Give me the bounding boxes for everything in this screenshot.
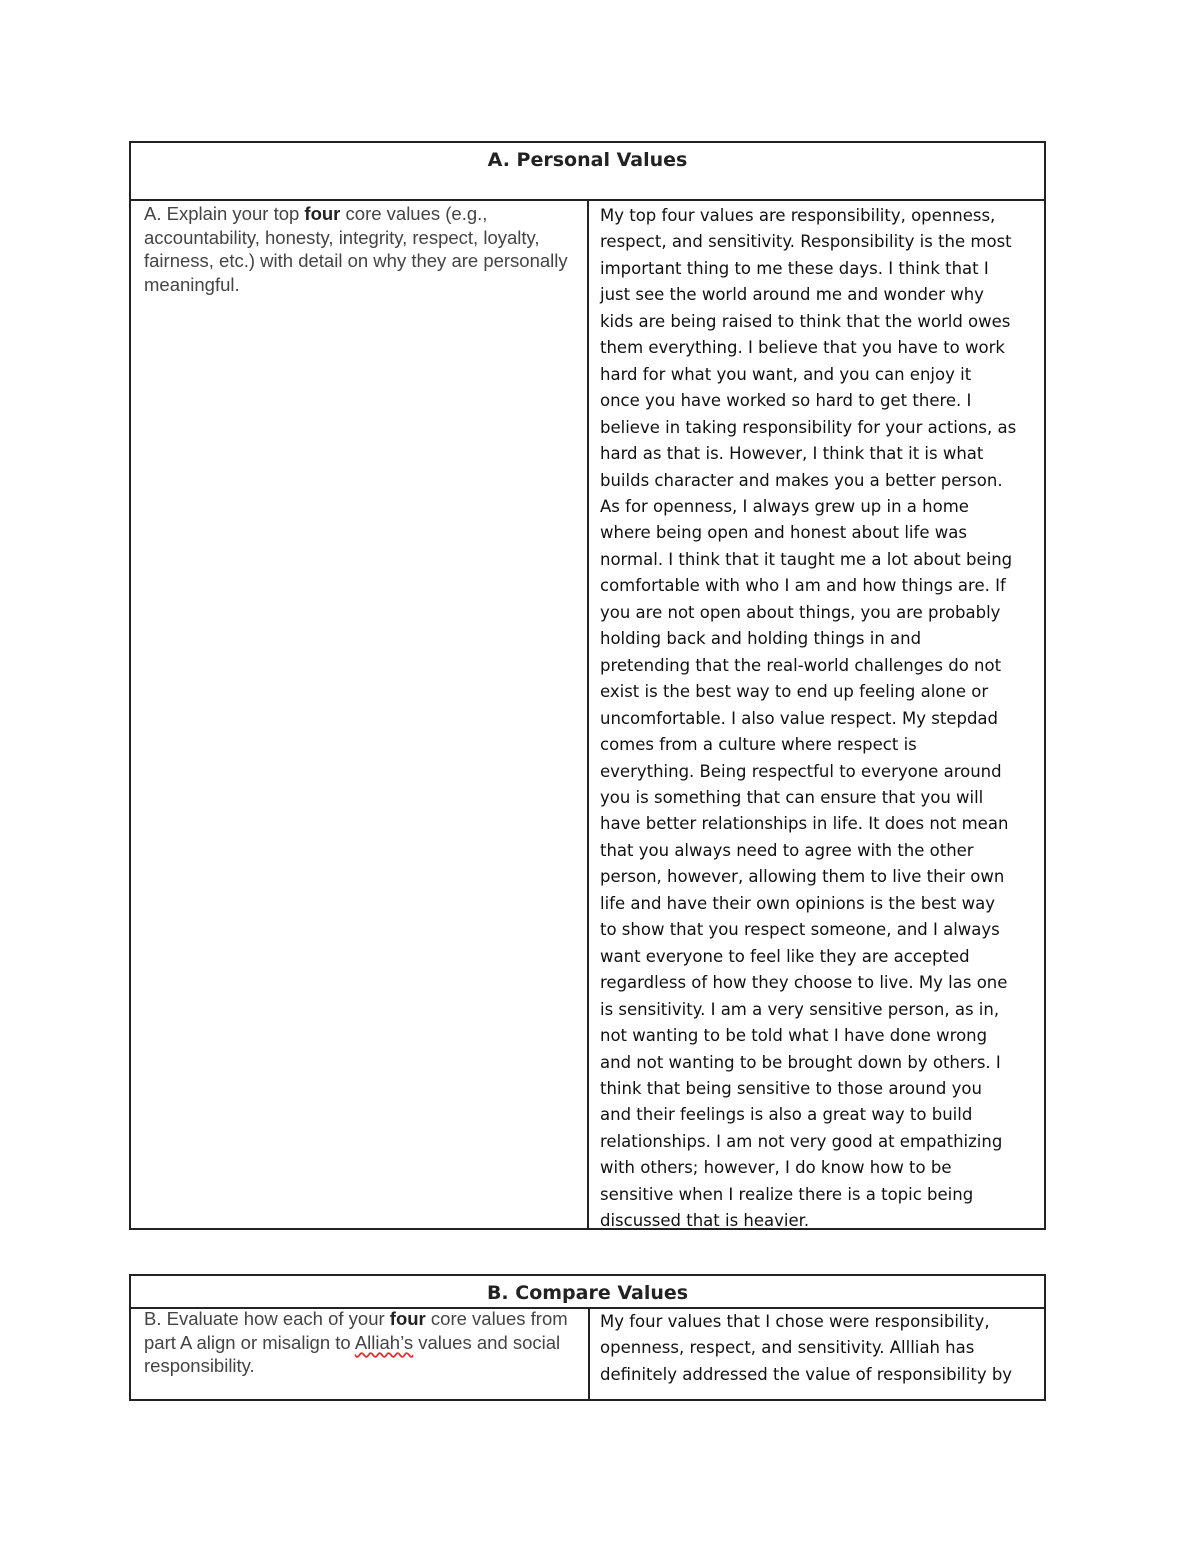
answer-line: builds character and makes you a better person. <box>600 470 1003 490</box>
answer-line: definitely addressed the value of responsibility by <box>600 1364 1013 1384</box>
answer-line: with others; however, I do know how to be <box>600 1158 952 1178</box>
prompt-suffix: values and social responsibility. <box>144 1331 561 1376</box>
answer-line: uncomfortable. I also value respect. My stepdad <box>600 708 998 728</box>
section-b-answer <box>600 1309 1040 1388</box>
prompt-emphasis: four <box>389 1308 426 1329</box>
column-divider <box>588 1307 590 1399</box>
answer-line: person, however, allowing them to live their own <box>600 867 1005 887</box>
answer-line: hard as that is. However, I think that it is what <box>600 444 984 464</box>
answer-line: and their feelings is also a great way to build <box>600 1105 973 1125</box>
answer-line: As for openness, I always grew up in a home <box>600 496 969 516</box>
answer-line: comes from a culture where respect is <box>600 735 917 755</box>
section-b-title: B. Compare Values <box>131 1276 1044 1309</box>
answer-line: holding back and holding things in and <box>600 629 922 649</box>
answer-line: comfortable with who I am and how things are. If <box>600 576 1006 596</box>
answer-line: exist is the best way to end up feeling alone or <box>600 682 989 702</box>
answer-line: regardless of how they choose to live. My las one <box>600 973 1008 993</box>
answer-line: My top four values are responsibility, openness, <box>600 206 996 225</box>
misspelled-name: Alliah’s <box>354 1331 414 1353</box>
answer-line: just see the world around me and wonder why <box>600 285 984 305</box>
answer-line: life and have their own opinions is the best way <box>600 893 996 913</box>
answer-line: My four values that I chose were responsibility, <box>600 1312 990 1331</box>
answer-line: that you always need to agree with the other <box>600 840 974 860</box>
section-a-prompt <box>144 202 584 296</box>
prompt-suffix: core values (e.g., accountability, honesty, integrity, respect, loyalty, fairness, etc.) with detail on why they are personally meaningful. <box>144 203 568 295</box>
answer-line: them everything. I believe that you have to work <box>600 338 1005 358</box>
answer-line: you are not open about things, you are probably <box>600 602 1001 622</box>
column-divider <box>587 199 589 1228</box>
answer-line: to show that you respect someone, and I always <box>600 920 1000 940</box>
answer-line: have better relationships in life. It does not mean <box>600 814 1009 834</box>
answer-line: discussed that is heavier. <box>600 1211 810 1231</box>
answer-line: relationships. I am not very good at empathizing <box>600 1131 1003 1151</box>
section-a-title: A. Personal Values <box>131 143 1044 201</box>
answer-line: where being open and honest about life was <box>600 523 967 543</box>
prompt-emphasis: four <box>304 203 341 224</box>
section-a-answer <box>600 203 1040 1235</box>
answer-line: hard for what you want, and you can enjoy it <box>600 364 972 384</box>
answer-line: respect, and sensitivity. Responsibility is the most <box>600 232 1012 252</box>
answer-line: everything. Being respectful to everyone around <box>600 761 1002 781</box>
answer-line: and not wanting to be brought down by others. I <box>600 1052 1001 1072</box>
answer-line: kids are being raised to think that the world owes <box>600 311 1011 331</box>
prompt-prefix: B. Evaluate how each of your <box>144 1308 390 1329</box>
answer-line: not wanting to be told what I have done wrong <box>600 1026 988 1046</box>
compare-values-table <box>129 1274 1046 1401</box>
answer-line: want everyone to feel like they are accepted <box>600 946 970 966</box>
answer-line: openness, respect, and sensitivity. Allliah has <box>600 1338 975 1358</box>
answer-line: you is something that can ensure that you will <box>600 787 984 807</box>
answer-line: pretending that the real-world challenges do not <box>600 655 1002 675</box>
answer-line: once you have worked so hard to get there. I <box>600 391 972 411</box>
answer-line: think that being sensitive to those around you <box>600 1078 982 1098</box>
answer-line: believe in taking responsibility for your actions, as <box>600 417 1017 437</box>
answer-line: sensitive when I realize there is a topic being <box>600 1184 974 1204</box>
section-b-prompt <box>144 1307 584 1378</box>
answer-line: normal. I think that it taught me a lot about being <box>600 549 1013 569</box>
prompt-prefix: A. Explain your top <box>144 203 305 224</box>
personal-values-table <box>129 141 1046 1230</box>
prompt-middle: core values from part A align or misalign to <box>144 1308 568 1353</box>
answer-line: is sensitivity. I am a very sensitive person, as in, <box>600 999 1000 1019</box>
answer-line: important thing to me these days. I think that I <box>600 258 989 278</box>
